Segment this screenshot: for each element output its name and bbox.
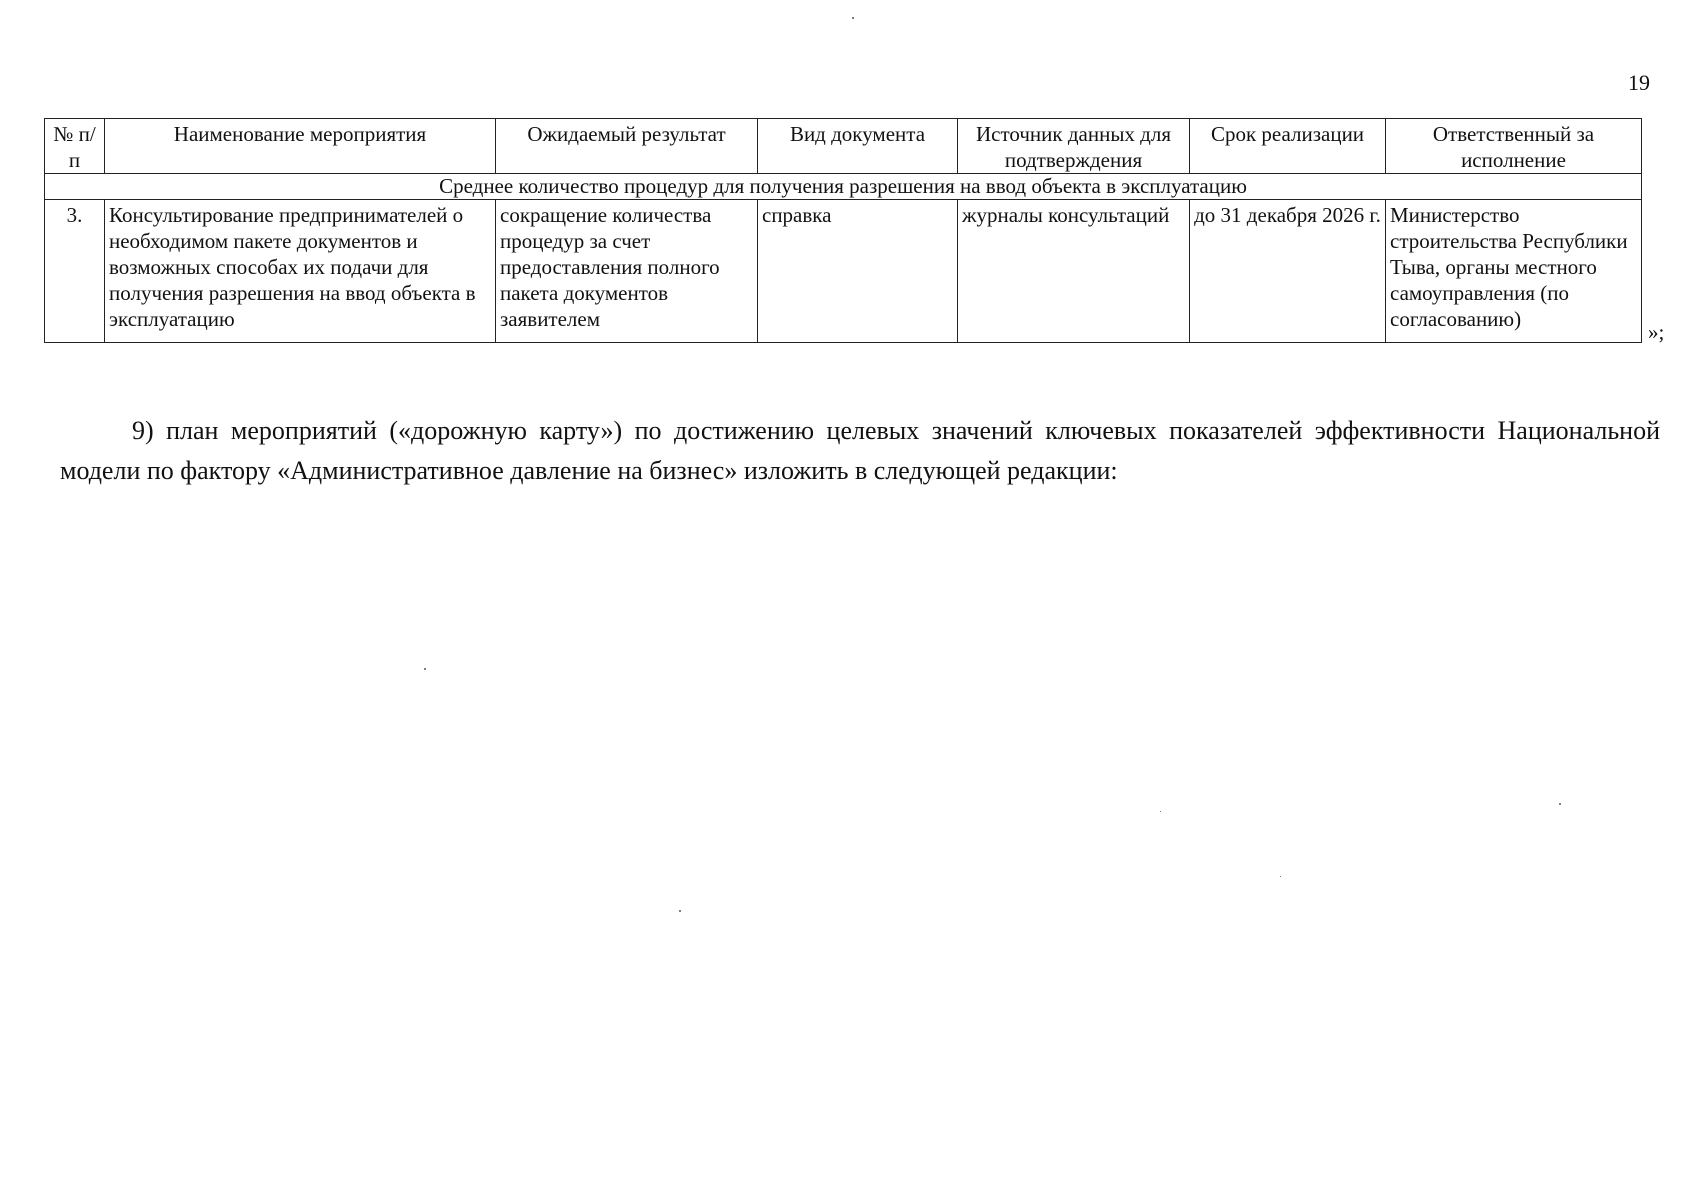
section-title: Среднее количество процедур для получения разрешения на ввод объекта в эксплуатацию: [45, 174, 1642, 200]
cell-num: 3.: [45, 200, 105, 343]
header-num: № п/п: [45, 119, 105, 174]
cell-source: журналы консультаций: [958, 200, 1190, 343]
cell-doc-type: справка: [758, 200, 958, 343]
scan-speck: [1160, 811, 1161, 812]
header-deadline: Срок реализации: [1190, 119, 1386, 174]
amendment-paragraph: 9) план мероприятий («дорожную карту») по достижению целевых значений ключевых показателей эффективности Национальной модели по фактору «Административное давление на бизнес» изложить в следующей редакции:: [60, 416, 1660, 485]
table-row: [45, 200, 1642, 343]
cell-name: Консультирование предпринимателей о необходимом пакете документов и возможных способах их подачи для получения разрешения на ввод объекта в эксплуатацию: [105, 200, 496, 343]
scan-speck: [852, 17, 854, 19]
scan-speck: [424, 668, 426, 670]
scan-speck: [1280, 876, 1281, 877]
cell-deadline: до 31 декабря 2026 г.: [1190, 200, 1386, 343]
table-closing-quote: »;: [1648, 320, 1665, 344]
table-header-row: [45, 119, 1642, 174]
header-responsible: Ответственный за исполнение: [1386, 119, 1642, 174]
page-number: 19: [1628, 70, 1650, 95]
section-title-row: [45, 174, 1642, 200]
header-result: Ожидаемый результат: [496, 119, 758, 174]
cell-result: сокращение количества процедур за счет предоставления полного пакета документов заявителем: [496, 200, 758, 343]
scan-speck: [1559, 803, 1561, 805]
header-doc-type: Вид документа: [758, 119, 958, 174]
cell-responsible: Министерство строительства Республики Тыва, органы местного самоуправления (по согласованию): [1386, 200, 1642, 343]
header-source: Источник данных для подтверждения: [958, 119, 1190, 174]
header-name: Наименование мероприятия: [105, 119, 496, 174]
scan-speck: [679, 910, 681, 912]
action-plan-table: [44, 118, 1642, 343]
